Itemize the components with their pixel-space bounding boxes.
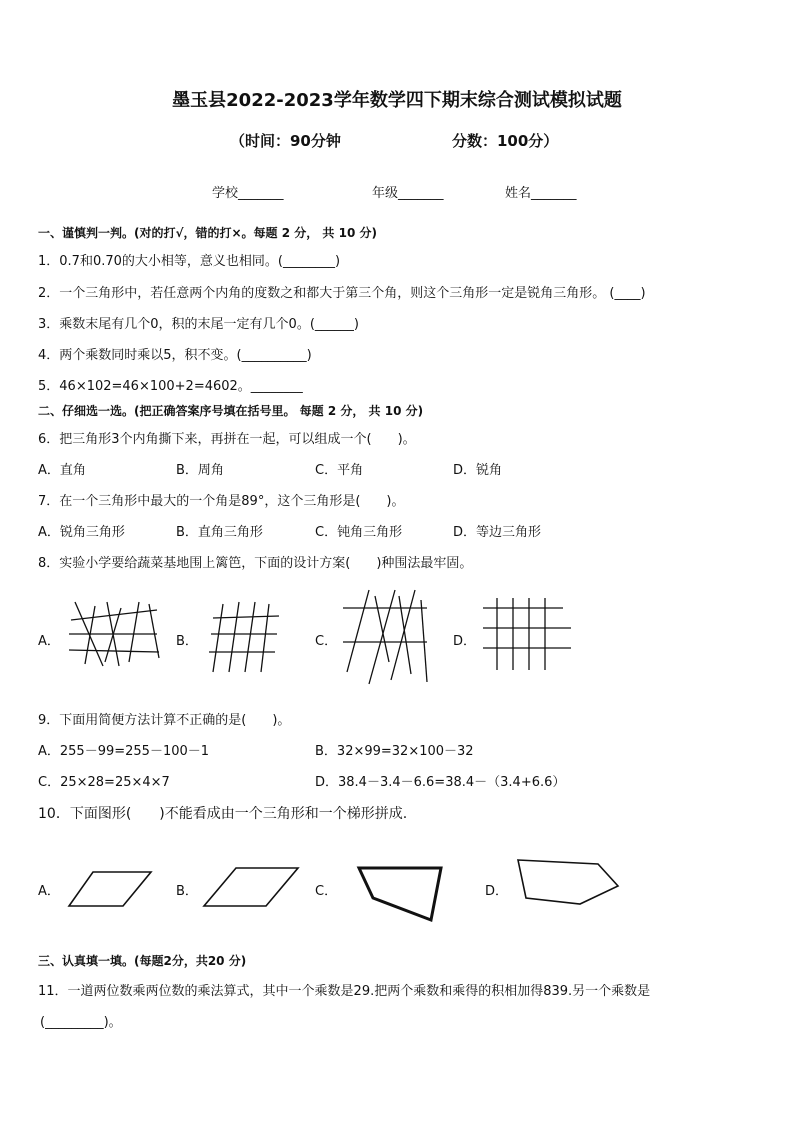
- question-4: 4．两个乘数同时乘以5，积不变。(__________): [38, 348, 312, 363]
- school-field: 学校_______: [212, 186, 284, 201]
- page-title: 墨玉县2022-2023学年数学四下期末综合测试模拟试题: [172, 90, 622, 111]
- option-a: A．直角: [38, 463, 86, 478]
- option-c: C．: [315, 884, 338, 899]
- fence-diagram-d: [483, 596, 575, 674]
- question-7: 7．在一个三角形中最大的一个角是89°，这个三角形是( )。: [38, 494, 405, 509]
- option-a: A．锐角三角形: [38, 525, 125, 540]
- question-2: 2．一个三角形中，若任意两个内角的度数之和都大于第三个角，则这个三角形一定是锐角三角形。 (____): [38, 286, 646, 301]
- shape-parallelogram-b: [200, 864, 302, 910]
- exam-score: 分数：100分）: [452, 132, 559, 150]
- option-d: D．38.4－3.4－6.6=38.4－（3.4+6.6）: [315, 775, 566, 790]
- question-9: 9．下面用简便方法计算不正确的是( )。: [38, 713, 291, 728]
- section-heading: 三、认真填一填。(每题2分，共20 分): [38, 954, 247, 968]
- option-c: C．钝角三角形: [315, 525, 403, 540]
- shape-pentagon-d: [512, 856, 624, 908]
- question-11-answer: (_________)。: [40, 1015, 122, 1030]
- section-heading: 二、仔细选一选。(把正确答案序号填在括号里。 每题 2 分， 共 10 分): [38, 404, 424, 418]
- question-3: 3．乘数末尾有几个0，积的末尾一定有几个0。(______): [38, 317, 359, 332]
- shape-quadrilateral-c: [355, 864, 447, 924]
- option-c: C．平角: [315, 463, 364, 478]
- question-8: 8．实验小学要给蔬菜基地围上篱笆，下面的设计方案( )种围法最牢固。: [38, 556, 473, 571]
- option-b: B．: [176, 634, 198, 649]
- option-c: C．25×28=25×4×7: [38, 775, 170, 790]
- question-5: 5．46×102=46×100+2=4602。________: [38, 379, 303, 394]
- option-d: D．锐角: [453, 463, 503, 478]
- option-b: B．32×99=32×100－32: [315, 744, 474, 759]
- question-10: 10．下面图形( )不能看成由一个三角形和一个梯形拼成.: [38, 806, 408, 822]
- option-b: B．直角三角形: [176, 525, 263, 540]
- option-b: B．周角: [176, 463, 224, 478]
- exam-time: （时间：90分钟: [230, 132, 341, 150]
- option-d: D．: [453, 634, 477, 649]
- option-a: A．255－99=255－100－1: [38, 744, 210, 759]
- fence-diagram-b: [205, 600, 285, 675]
- grade-field: 年级_______: [372, 186, 444, 201]
- question-6: 6．把三角形3个内角撕下来，再拼在一起，可以组成一个( )。: [38, 432, 416, 447]
- section-heading: 一、谨慎判一判。(对的打√，错的打×。每题 2 分， 共 10 分): [38, 226, 377, 240]
- question-1: 1．0.7和0.70的大小相等，意义也相同。(________): [38, 254, 341, 269]
- option-d: D．: [485, 884, 509, 899]
- option-b: B．: [176, 884, 198, 899]
- option-d: D．等边三角形: [453, 525, 542, 540]
- fence-diagram-c: [335, 588, 440, 686]
- option-c: C．: [315, 634, 338, 649]
- option-a: A．: [38, 634, 60, 649]
- question-11: 11．一道两位数乘两位数的乘法算式，其中一个乘数是29.把两个乘数和乘得的积相加得839.另一个乘数是: [38, 984, 651, 999]
- shape-parallelogram-a: [65, 868, 157, 910]
- fence-diagram-a: [65, 598, 165, 670]
- option-a: A．: [38, 884, 60, 899]
- name-field: 姓名_______: [505, 186, 577, 201]
